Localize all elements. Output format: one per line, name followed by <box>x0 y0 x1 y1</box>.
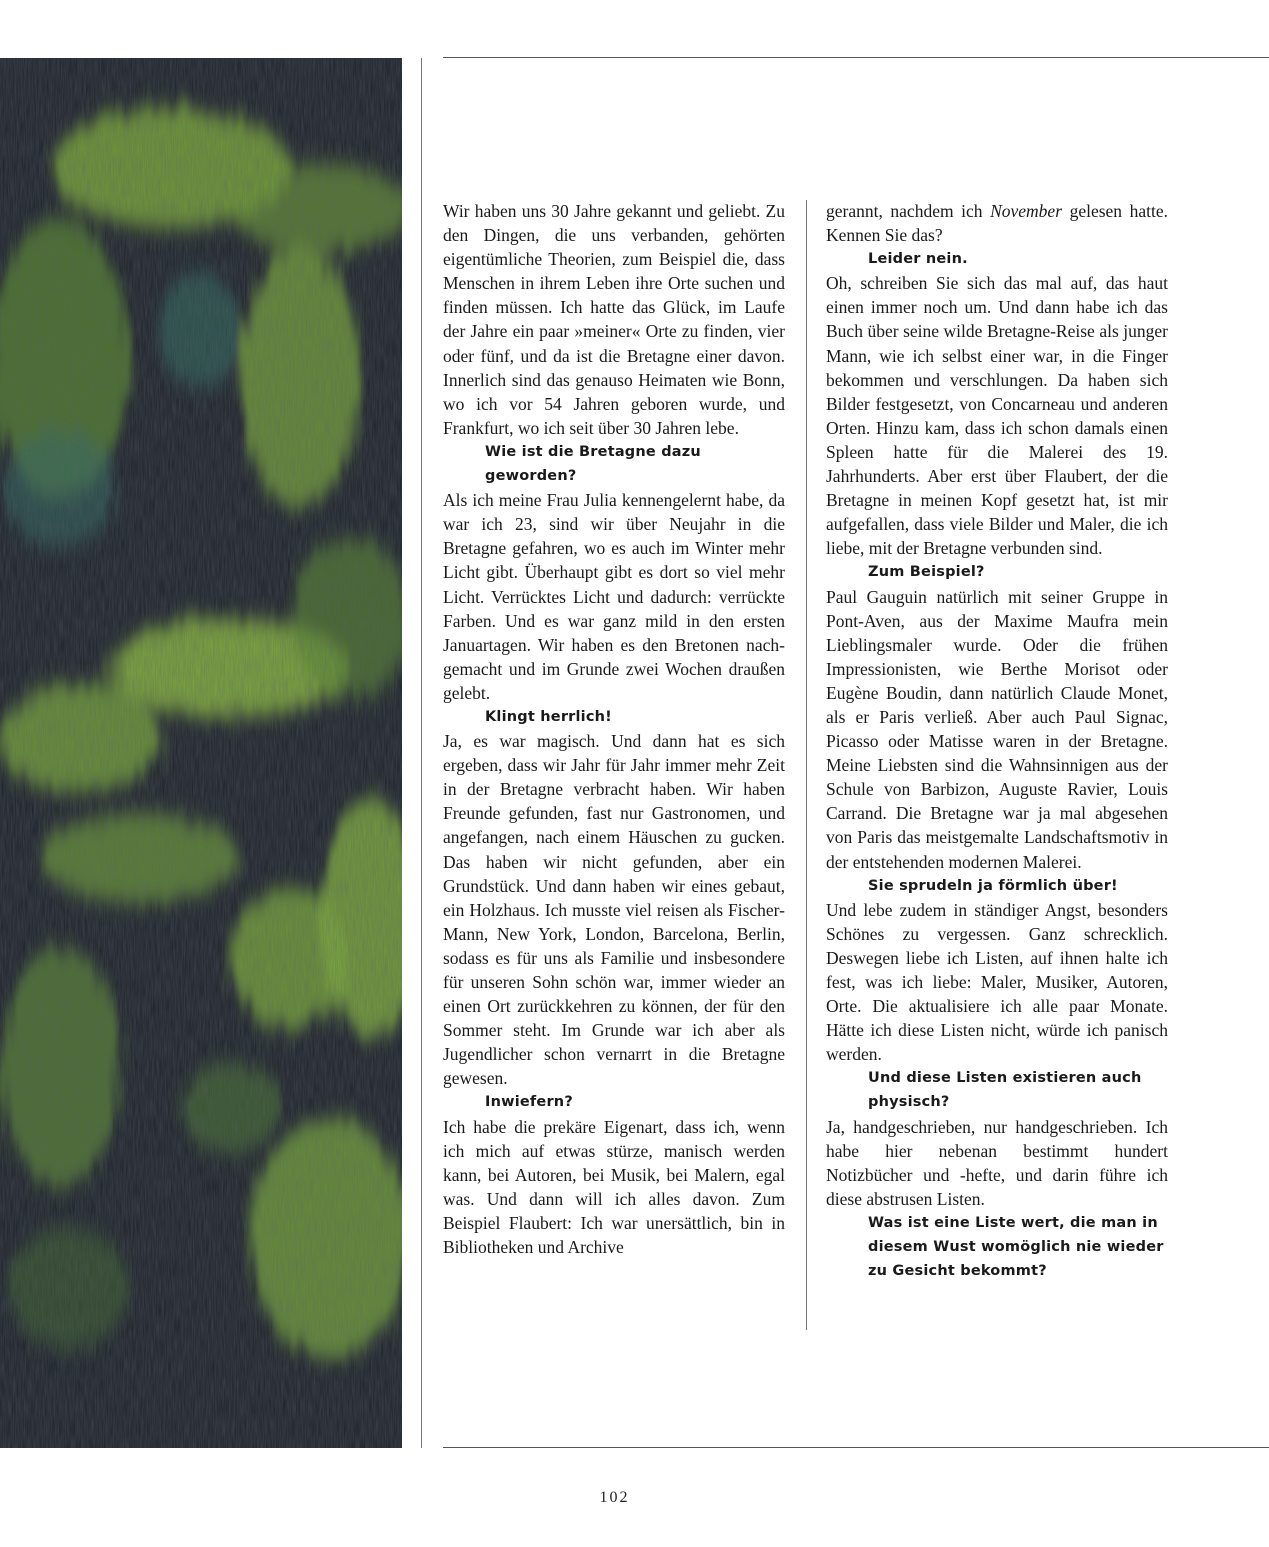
top-rule <box>443 57 1269 58</box>
interview-question: Was ist eine Liste wert, die man in diesem Wust womöglich nie wieder zu Gesicht bekommt? <box>868 1214 1164 1280</box>
bottom-rule <box>443 1447 1269 1448</box>
answer-paragraph: Ja, es war magisch. Und dann hat es sich ergeben, dass wir Jahr für Jahr immer mehr Zeit in der Bretagne verbracht haben. Wir haben Freunde gefunden, fast nur Gastronomen, und angefangen, nach einem Häuschen zu gucken. Das haben wir nicht gefunden, aber ein Grundstück. Und dann haben wir eines gebaut, ein Holzhaus. Ich musste viel reisen als Fischer-Mann, New York, London, Barcelona, Berlin, sodass es für uns als Familie und insbesondere für unseren Sohn schön war, immer wieder an einen Ort zurückkehren zu können, der für den Sommer steht. Im Grunde war ich aber als Jugendlicher schon vernarrt in die Bretagne gewesen. <box>443 731 785 1089</box>
vertical-rule-left <box>421 58 422 1448</box>
answer-paragraph: Ich habe die prekäre Eigenart, dass ich, wenn ich mich auf etwas stürze, manisch werden kann, bei Autoren, bei Musik, bei Malern, egal was. Und dann will ich alles davon. Zum Beispiel Flaubert: Ich war unersättlich, bin in Bibliotheken und Archive <box>443 1116 785 1258</box>
answer-paragraph: Und lebe zudem in ständiger Angst, besonders Schönes zu vergessen. Ganz schrecklich. Deswegen liebe ich Listen, auf ihnen halte ich fest, was ich liebe: Maler, Musiker, Autoren, Orte. Die aktualisiere ich alle paar Monate. Hätte ich diese Listen nicht, würde ich panisch werden. <box>826 899 1168 1065</box>
page-number: 102 <box>599 1489 630 1506</box>
abstract-painting-image <box>0 58 402 1448</box>
interview-question: Zum Beispiel? <box>868 564 985 581</box>
answer-text: gelesen hatte. Kennen Sie das? <box>826 201 1168 246</box>
painting-canvas <box>0 58 402 1448</box>
interview-question: Klingt herrlich! <box>485 708 612 725</box>
answer-text: gerannt, nachdem ich <box>826 201 991 221</box>
book-title: November <box>990 201 1063 221</box>
answer-paragraph: Als ich meine Frau Julia kennengelernt habe, da war ich 23, sind wir über Neujahr in die Bretagne gefahren, wo es auch im Winter mehr Licht gibt. Überhaupt gibt es dort so viel mehr Licht. Verrücktes Licht und dadurch: verrückte Farben. Und es war ganz mild in den ersten Januartagen. Wir haben es den Bretonen nachgemacht und im Grunde zwei Wochen draußen gelebt. <box>443 490 785 703</box>
interview-question: Leider nein. <box>868 251 968 268</box>
interview-question: Und diese Listen existieren auch physisch? <box>868 1070 1142 1111</box>
answer-paragraph: Paul Gauguin natürlich mit seiner Gruppe in Pont-Aven, aus der Maxime Maufra mein Lieblingsmaler wurde. Oder die frühen Impressionisten, wie Berthe Morisot oder Eugène Boudin, dann natürlich Claude Monet, als er Paris verließ. Aber auch Paul Signac, Picasso oder Matisse waren in der Bretagne. Meine Liebsten sind die Wahnsinnigen aus der Schule von Barbizon, Auguste Ravier, Louis Carrand. Die Bretagne war ja mal abgesehen von Paris das meistgemalte Landschaftsmotiv in der entstehenden modernen Malerei. <box>826 586 1168 872</box>
interview-question: Sie sprudeln ja förmlich über! <box>868 877 1118 894</box>
answer-paragraph: Oh, schreiben Sie sich das mal auf, das haut einen immer noch um. Und dann habe ich das Buch über seine wilde Bretagne-Reise als junger Mann, wie ich selbst einer war, in die Finger bekommen und verschlungen. Da haben sich Bilder festgesetzt, von Concarneau und anderen Orten. Hinzu kam, dass ich schon damals einen Spleen hatte für die Malerei des 19. Jahrhunderts. Aber erst über Flaubert, der die Bretagne in meinen Kopf gesetzt hat, ist mir aufgefallen, dass viele Bilder und Maler, die ich liebe, mit der Bretagne verbunden sind. <box>826 273 1168 559</box>
answer-paragraph: Ja, handgeschrieben, nur handgeschrieben. Ich habe hier nebenan bestimmt hundert Notizbücher und -hefte, und darin führe ich diese abstrusen Listen. <box>826 1116 1168 1209</box>
column-divider <box>806 200 807 1330</box>
interview-question: Inwiefern? <box>485 1094 573 1111</box>
text-column-left <box>443 199 785 1259</box>
answer-paragraph: Wir haben uns 30 Jahre gekannt und geliebt. Zu den Dingen, die uns verbanden, gehörten eigentümliche Theorien, zum Beispiel die, dass Menschen in ihrem Leben ihre Orte suchen und finden müssen. Ich hatte das Glück, im Laufe der Jahre ein paar »meiner« Orte zu finden, vier oder fünf, und da ist die Bretagne einer davon. Innerlich sind das genauso Heimaten wie Bonn, wo ich vor 54 Jahren geboren wurde, und Frankfurt, wo ich seit über 30 Jahren lebe. <box>443 201 785 438</box>
interview-question: Wie ist die Bretagne dazu geworden? <box>485 443 701 485</box>
text-column-right <box>826 199 1168 1283</box>
answer-paragraph <box>826 199 1168 247</box>
